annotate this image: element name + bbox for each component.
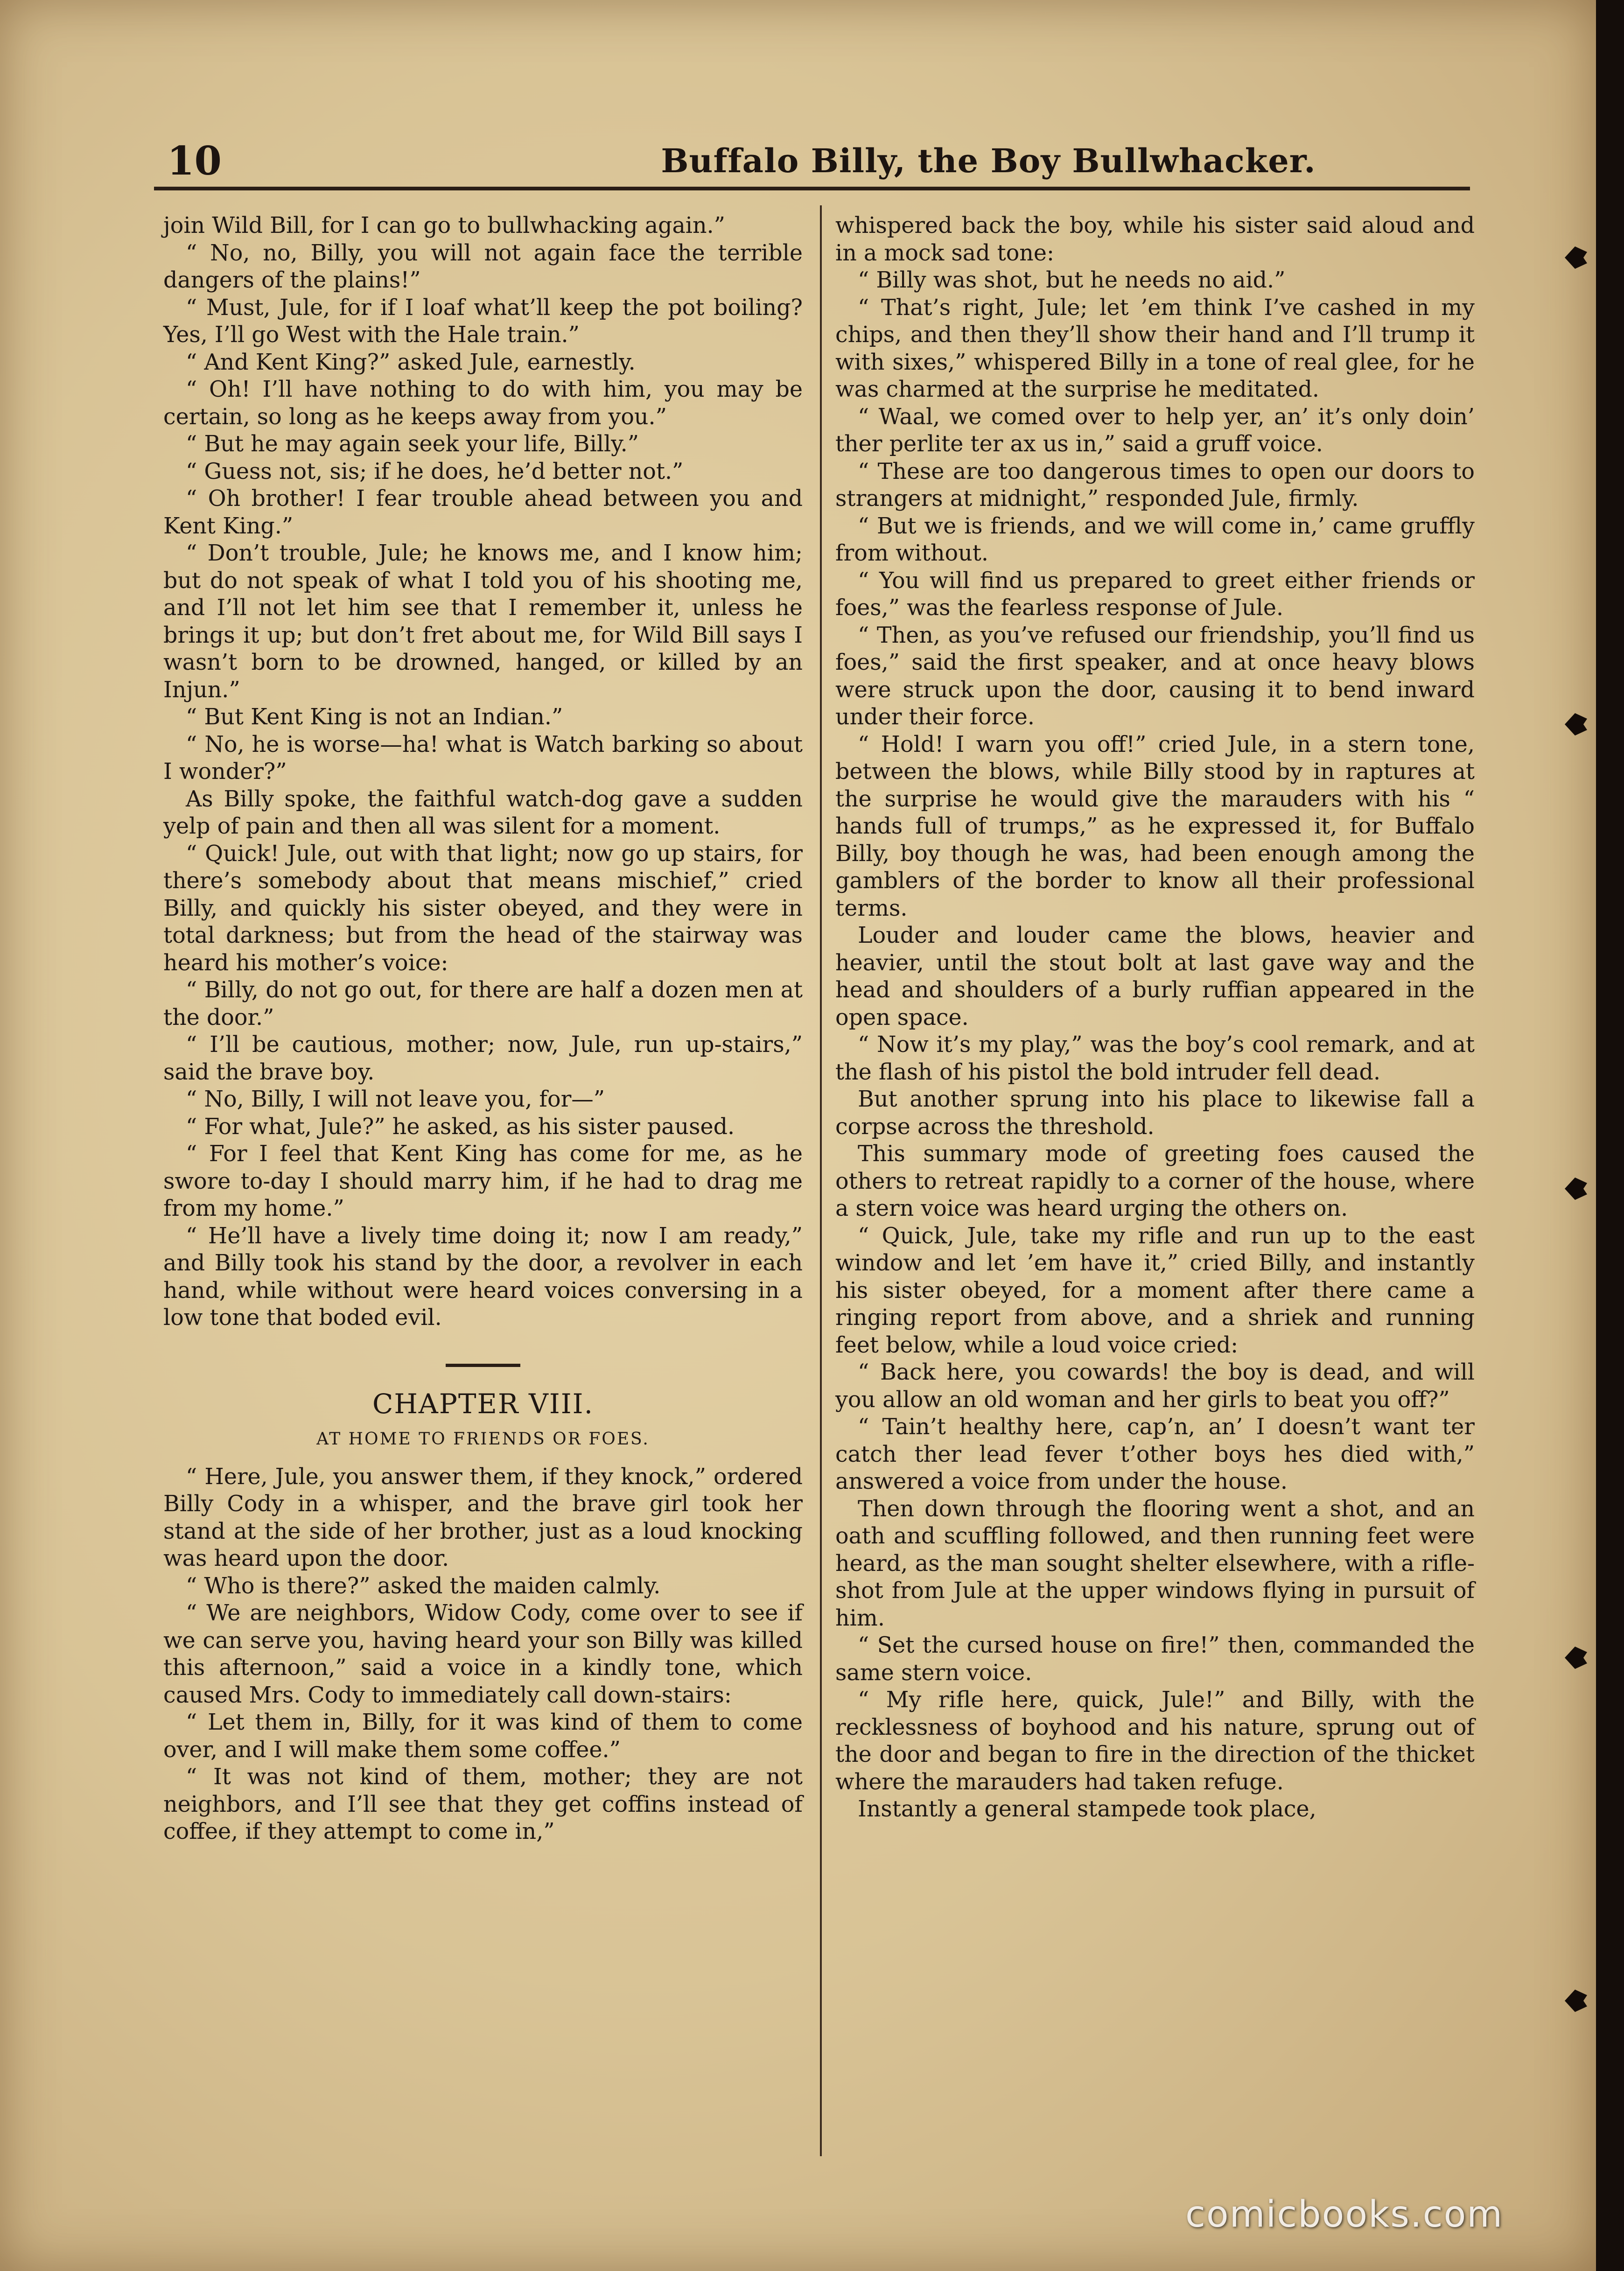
paragraph: “ No, no, Billy, you will not again face the terrible dangers of the plains!”: [163, 240, 803, 293]
binding-holes: [1561, 0, 1594, 2271]
paragraph: “ But Kent King is not an Indian.”: [186, 704, 563, 730]
chapter-subtitle: AT HOME TO FRIENDS OR FOES.: [316, 1430, 650, 1449]
binding-hole-icon: [1561, 243, 1591, 273]
paragraph: “ Who is there?” asked the maiden calmly.: [186, 1573, 661, 1599]
paragraph: “ Then, as you’ve refused our friendship, you’ll find us foes,” said the first speaker, and at once heavy blows were struck upon the door, causing it to bend inward under their force.: [835, 622, 1475, 730]
paragraph: “ You will find us prepared to greet either friends or foes,” was the fearless response of Jule.: [835, 568, 1475, 621]
paragraph: whispered back the boy, while his sister said aloud and in a mock sad tone:: [835, 213, 1475, 266]
paragraph: “ It was not kind of them, mother; they are not neighbors, and I’ll see that they get coffins instead of coffee, if they attempt to come in,”: [163, 1764, 803, 1844]
paragraph: “ Quick! Jule, out with that light; now go up stairs, for there’s somebody about that means mischief,” cried Billy, and quickly his sister obeyed, and they were in total darkness; but from the head of the stairway was heard his mother’s voice:: [163, 841, 803, 976]
chapter-divider-rule: [446, 1364, 520, 1367]
paragraph: “ Hold! I warn you off!” cried Jule, in a stern tone, between the blows, while Billy stood by in raptures at the surprise he would give the marauders with his “ hands full of trumps,” as he expressed it, for Buffalo Billy, boy though he was, had been enough among the gamblers of the border to know all their professional terms.: [835, 731, 1475, 921]
right-column: [835, 212, 1475, 1823]
paragraph: Then down through the flooring went a shot, and an oath and scuffling followed, and then running feet were heard, as the man sought shelter elsewhere, with a rifle-shot from Jule at the upper windows flying in pursuit of him.: [835, 1496, 1475, 1631]
paragraph: “ No, he is worse—ha! what is Watch barking so about I wonder?”: [163, 731, 803, 785]
page-header: [148, 133, 1469, 189]
paragraph: Instantly a general stampede took place,: [858, 1796, 1316, 1822]
paragraph: “ But we is friends, and we will come in,’ came gruffly from without.: [835, 513, 1475, 566]
paragraph: join Wild Bill, for I can go to bullwhacking again.”: [163, 213, 725, 238]
paragraph: “ For what, Jule?” he asked, as his sister paused.: [186, 1114, 735, 1140]
paragraph: “ Don’t trouble, Jule; he knows me, and I know him; but do not speak of what I told you of his shooting me, and I’ll not let him see that I remember it, unless he brings it up; but don’t fret about me, for Wild Bill says I wasn’t born to be drowned, hanged, or killed by an Injun.”: [163, 540, 803, 703]
paragraph: “ Guess not, sis; if he does, he’d better not.”: [186, 458, 684, 484]
paragraph: “ Waal, we comed over to help yer, an’ it’s only doin’ ther perlite ter ax us in,” said a gruff voice.: [835, 404, 1475, 457]
left-column-text-before-chapter: [163, 212, 803, 1332]
header-rule: [154, 187, 1470, 190]
paragraph: “ My rifle here, quick, Jule!” and Billy, with the recklessness of boyhood and his nature, sprung out of the door and began to fire in the direction of the thicket where the marauders had taken refuge.: [835, 1687, 1475, 1795]
binding-hole-icon: [1561, 1643, 1591, 1673]
right-column-text: [835, 212, 1475, 1823]
paragraph: “ But he may again seek your life, Billy.”: [186, 431, 639, 457]
page-number: 10: [167, 138, 222, 184]
paragraph: This summary mode of greeting foes caused the others to retreat rapidly to a corner of the house, where a stern voice was heard urging the others on.: [835, 1141, 1475, 1221]
paragraph: “ Oh brother! I fear trouble ahead between you and Kent King.”: [163, 486, 803, 539]
binding-hole-icon: [1561, 709, 1591, 739]
paragraph: “ For I feel that Kent King has come for me, as he swore to-day I should marry him, if he had to drag me from my home.”: [163, 1141, 803, 1221]
paragraph: “ That’s right, Jule; let ’em think I’ve cashed in my chips, and then they’ll show their hand and I’ll trump it with sixes,” whispered Billy in a tone of real glee, for he was charmed at the surprise he meditated.: [835, 294, 1475, 402]
paragraph: As Billy spoke, the faithful watch-dog gave a sudden yelp of pain and then all was silent for a moment.: [163, 786, 803, 839]
paragraph: “ Here, Jule, you answer them, if they knock,” ordered Billy Cody in a whisper, and the brave girl took her stand at the side of her brother, just as a loud knocking was heard upon the door.: [163, 1464, 803, 1571]
paragraph: Louder and louder came the blows, heavier and heavier, until the stout bolt at last gave way and the head and shoulders of a burly ruffian appeared in the open space.: [835, 923, 1475, 1030]
paragraph: “ Billy, do not go out, for there are half a dozen men at the door.”: [163, 977, 803, 1030]
paragraph: “ No, Billy, I will not leave you, for—”: [186, 1086, 605, 1112]
watermark: comicbooks.com: [1185, 2194, 1504, 2236]
paragraph: “ Tain’t healthy here, cap’n, an’ I doesn’t want ter catch ther lead fever t’other boys hes died with,” answered a voice from under the house.: [835, 1414, 1475, 1494]
chapter-title: CHAPTER VIII.: [372, 1388, 594, 1420]
binding-hole-icon: [1561, 1174, 1591, 1204]
paragraph: “ Quick, Jule, take my rifle and run up to the east window and let ’em have it,” cried Billy, and instantly his sister obeyed, for a moment after there came a ringing report from above, and a shriek and running feet below, while a loud voice cried:: [835, 1223, 1475, 1358]
binding-hole-icon: [1561, 1986, 1591, 2016]
paragraph: But another sprung into his place to likewise fall a corpse across the threshold.: [835, 1086, 1475, 1140]
paragraph: “ Back here, you cowards! the boy is dead, and will you allow an old woman and her girls to beat you off?”: [835, 1360, 1475, 1413]
left-column: [163, 212, 803, 1846]
left-column-text-after-chapter: [163, 1464, 803, 1846]
paragraph: “ And Kent King?” asked Jule, earnestly.: [186, 349, 636, 375]
paragraph: “ Must, Jule, for if I loaf what’ll keep the pot boiling? Yes, I’ll go West with the Hale train.”: [163, 294, 803, 348]
paragraph: “ Billy was shot, but he needs no aid.”: [858, 267, 1286, 293]
paragraph: “ He’ll have a lively time doing it; now I am ready,” and Billy took his stand by the door, a revolver in each hand, while without were heard voices conversing in a low tone that boded evil.: [163, 1223, 803, 1331]
binding-strip: [1596, 0, 1624, 2271]
paragraph: “ Now it’s my play,” was the boy’s cool remark, and at the flash of his pistol the bold intruder fell dead.: [835, 1032, 1475, 1085]
paragraph: “ These are too dangerous times to open our doors to strangers at midnight,” responded Jule, firmly.: [835, 458, 1475, 512]
paragraph: “ Oh! I’ll have nothing to do with him, you may be certain, so long as he keeps away from you.”: [163, 377, 803, 430]
column-divider: [820, 205, 822, 2156]
running-title: Buffalo Billy, the Boy Bullwhacker.: [661, 141, 1316, 180]
paragraph: “ We are neighbors, Widow Cody, come over to see if we can serve you, having heard your son Billy was killed this afternoon,” said a voice in a kindly tone, which caused Mrs. Cody to immediately call down-stairs:: [163, 1600, 803, 1708]
paragraph: “ Set the cursed house on fire!” then, commanded the same stern voice.: [835, 1633, 1475, 1686]
paragraph: “ Let them in, Billy, for it was kind of them to come over, and I will make them some coffee.”: [163, 1710, 803, 1763]
paragraph: “ I’ll be cautious, mother; now, Jule, run up-stairs,” said the brave boy.: [163, 1032, 803, 1085]
